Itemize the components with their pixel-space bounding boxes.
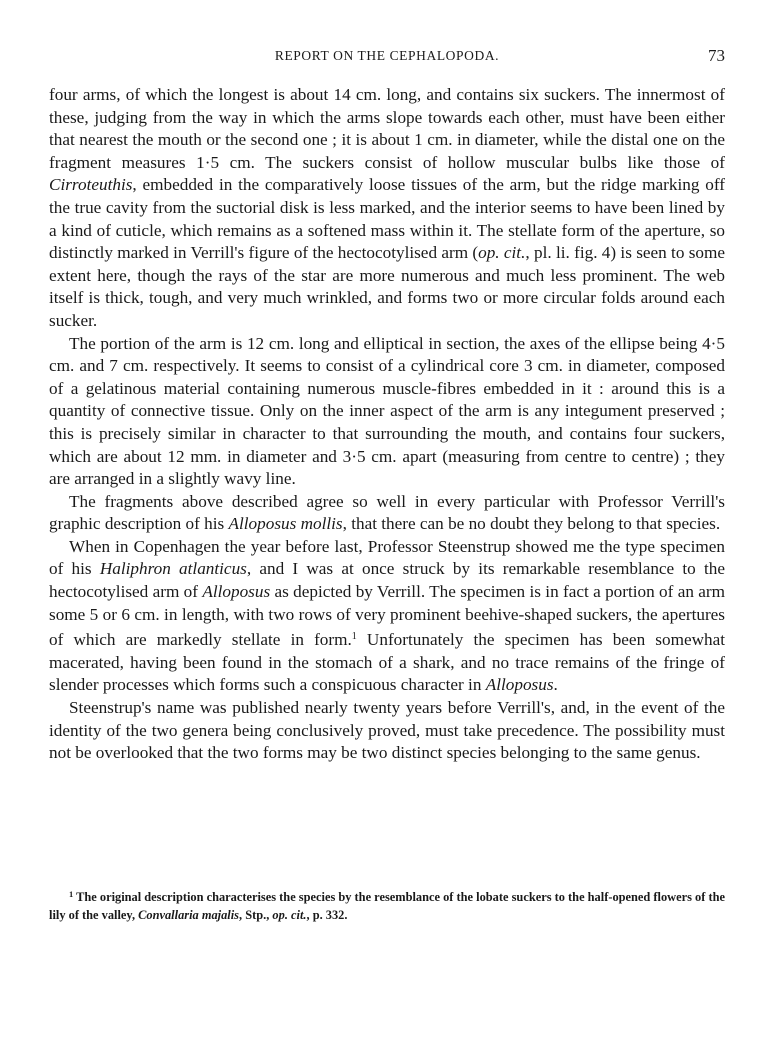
running-head [49,48,725,68]
text-run: four arms, of which the longest is about 14 cm. long, and contains six suckers. The innermost of these, judging from the way in which the arms slope towards each other, must have been either that nearest the mouth or the second one ; it is about 1 cm. in diameter, while the distal one on the fragment measures 1·5 cm. The suckers consist of hollow muscular bulbs like those of [49,85,725,172]
paragraph-2 [49,333,725,491]
text-run: The fragments above described agree so well in every particular with Professor Verrill's graphic description of his [49,491,725,534]
text-run: , and I was at once struck by its remarkable resemblance to the hectocotylised arm of [49,559,726,602]
footnote-1 [49,886,725,924]
paragraph-1 [49,84,725,333]
italic-term: Alloposus [202,582,271,602]
footnote-marker: 1 [351,631,357,643]
text-run: The original description characterises the species by the resemblance of the lobate suckers to the half-opened flowers of the lily of the valley, [49,890,725,922]
text-run: as depicted by Verrill. The specimen is in fact a portion of an arm some 5 or 6 cm. in length, with two rows of very prominent beehive-shaped suckers, the apertures of which are markedly stellate in form. [49,582,726,650]
text-run: , p. 332. [306,907,348,922]
text-run: , that there can be no doubt they belong to that species. [342,514,721,534]
text-run: The portion of the arm is 12 cm. long and elliptical in section, the axes of the ellipse being 4·5 cm. and 7 cm. respectively. It seems to consist of a cylindrical core 3 cm. in diameter, composed of a gelatinous material containing numerous muscle-fibres embedded in it : around this is a quantity of connective tissue. Only on the inner aspect of the arm is any integument preserved ; this is precisely similar in character to that surrounding the mouth, and contains four suckers, which are about 12 mm. in diameter and 3·5 cm. apart (measuring from centre to centre) ; they are arranged in a slightly wavy line. [49,333,725,489]
text-run: , pl. li. fig. 4) is seen to some extent here, though the rays of the star are more numerous and much less prominent. The web itself is thick, tough, and very much wrinkled, and forms two or more circular folds around each sucker. [49,243,725,330]
italic-term: Haliphron atlanticus [99,559,247,579]
italic-term: op. cit. [478,243,526,263]
italic-term: Convallaria majalis [138,907,240,922]
running-title: REPORT ON THE CEPHALOPODA. [274,48,500,63]
italic-term: op. cit. [272,907,307,922]
italic-term: Cirroteuthis [49,175,133,195]
body-text [49,84,725,765]
footnote-number: 1 [69,889,74,899]
text-run: Unfortunately the specimen has been somewhat macerated, having been found in the stomach of a shark, and no trace remains of the fringe of slender processes which forms such a conspicuous character in [49,630,725,695]
text-run: When in Copenhagen the year before last, Professor Steenstrup showed me the type specimen of his [49,536,725,579]
text-run: . [553,675,558,695]
paragraph-3 [49,491,725,536]
italic-term: Alloposus mollis [228,514,343,534]
paragraph-4 [49,536,725,697]
footnotes [49,886,725,924]
italic-term: Alloposus [485,675,554,695]
text-run: Steenstrup's name was published nearly twenty years before Verrill's, and, in the event of the identity of the two genera being conclusively proved, must take precedence. The possibility must not be overlooked that the two forms may be two distinct species belonging to the same genus. [49,698,725,763]
text-run: , embedded in the comparatively loose tissues of the arm, but the ridge marking off the true cavity from the suctorial disk is less marked, and the interior seems to have been lined by a kind of cuticle, which remains as a softened mass within it. The stellate form of the aperture, so distinctly marked in Verrill's figure of the hectocotylised arm ( [49,175,725,263]
paragraph-5 [49,697,725,765]
page-number: 73 [708,46,725,65]
text-run: , Stp., [239,907,273,922]
